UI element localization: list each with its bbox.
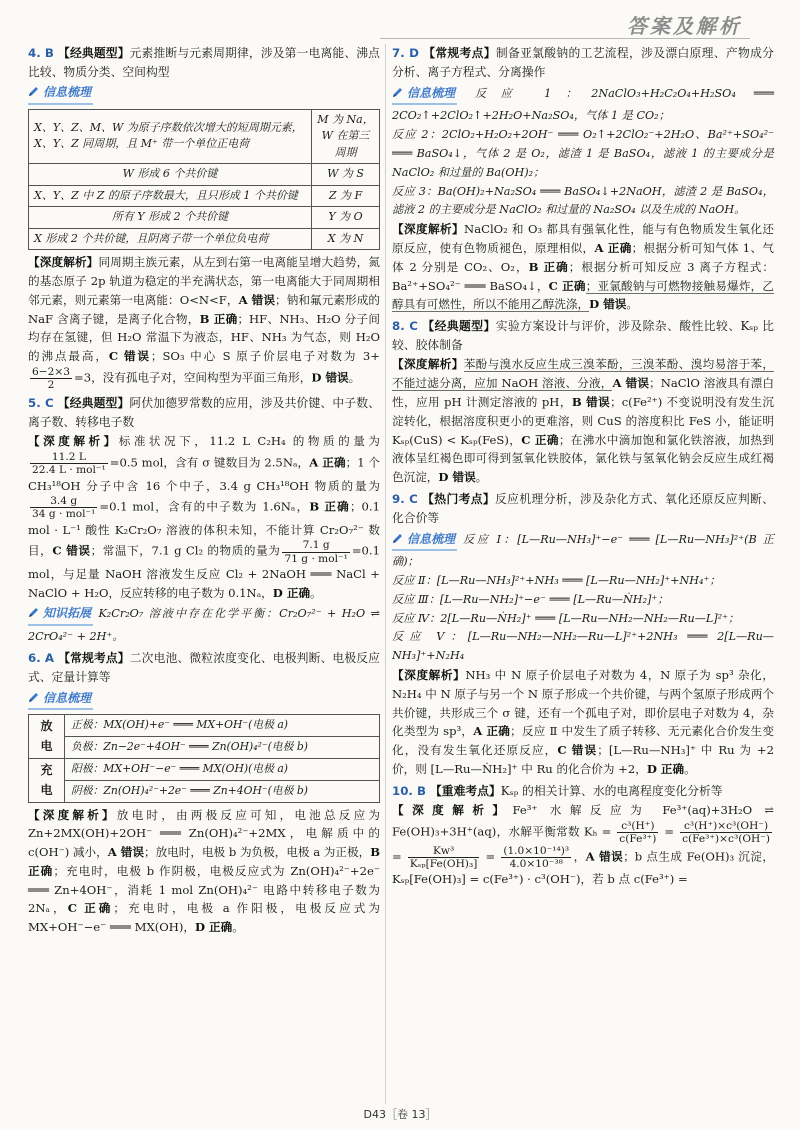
q6-tag: 【常规考点】 — [58, 651, 130, 666]
analysis-text: ；1 个 CH₃¹⁸OH 分子中含 16 个中子，3.4 g CH₃¹⁸OH 物质的量为 — [28, 455, 380, 493]
fraction — [408, 845, 479, 870]
answer-judgement: B 正确 — [309, 499, 350, 514]
q9-topic: 反应机理分析，涉及杂化方式、氧化还原反应判断、化合价等 — [392, 491, 774, 525]
q9-heading — [392, 490, 774, 528]
q7-analysis-label: 【深度解析】 — [392, 222, 465, 237]
analysis-text: ；0.1 mol · L⁻¹ 酸性 K₂Cr₂O₇ 溶液的体积未知，不能计算 Cr₂O₇²⁻ 数目， — [28, 499, 380, 559]
fraction — [30, 366, 72, 391]
answer-judgement: D 错误 — [438, 470, 476, 485]
table-cell: 正极：MX(OH)+e⁻ ═══ MX+OH⁻(电极 a) — [65, 714, 380, 736]
reaction-step: 反应 Ⅰ：[L—Ru—NH₃]⁺−e⁻ ═══ [L—Ru—NH₃]²⁺(B 正确)； — [392, 533, 774, 569]
q9-analysis — [392, 666, 774, 779]
answer-judgement: B 正确 — [199, 311, 238, 326]
analysis-text: =0.1 mol，与足量 NaOH 溶液发生反应 Cl₂ + 2NaOH ═══ NaCl + NaClO + H₂O，反应转移的电子数为 0.1Nₐ， — [28, 544, 380, 600]
question-9 — [392, 490, 774, 779]
q9-tag: 【热门考点】 — [421, 491, 496, 506]
analysis-text: ；c(Fe²⁺) 不变说明没有发生沉淀转化，根据溶度积更小的更难溶，则 CuS 的溶度积比 FeS 小，能证明 Kₛₚ(CuS) < Kₛₚ(FeS)， — [392, 394, 774, 447]
analysis-text: ；在沸水中滴加饱和氯化铁溶液，加热到液体呈红褐色即可得到氢氧化铁胶体，氯化铁与氢氧化钠会反应生成红褐色沉淀， — [392, 432, 774, 485]
analysis-text: NH₃ 中 N 原子价层电子对数为 4，N 原子为 sp³ 杂化，N₂H₄ 中 N 原子与另一个 N 原子形成一个共价键，与两个氢原子形成两个共价键，共形成三个 σ 键，还有一个孤电子对，即价层电子对数为 4，杂化类型为 sp³， — [392, 668, 774, 739]
q9-info-label: 信息梳理 — [407, 532, 456, 547]
answer-judgement: C 错误 — [557, 743, 598, 758]
fraction-numerator: 6−2×3 — [32, 365, 70, 378]
analysis-text: ；b 点生成 Fe(OH)₃ 沉淀，Kₛₚ[Fe(OH)₃] = c(Fe³⁺) · c³(OH⁻)，若 b 点 c(Fe³⁺) = — [392, 849, 774, 887]
answer-judgement: A 错误 — [585, 849, 624, 864]
analysis-text: NaClO₂ 和 O₃ 都具有强氧化性，能与有色物质发生氧化还原反应，使有色物质褪色，原理相似， — [392, 222, 774, 256]
question-8 — [392, 317, 774, 487]
question-10 — [392, 782, 774, 889]
table-row — [29, 164, 380, 186]
q10-analysis — [392, 801, 774, 889]
answer-judgement: A 正确 — [473, 724, 511, 739]
analysis-text: 。 — [232, 920, 244, 935]
table-cell: W 为 S — [312, 164, 380, 186]
q6-analysis-label: 【深度解析】 — [28, 807, 117, 822]
table-cell: 所有 Y 形成 2 个共价键 — [29, 207, 312, 229]
fraction-numerator: 7.1 g — [282, 539, 349, 552]
reaction-step: 反应 Ⅱ：[L—Ru—NH₃]²⁺+NH₃ ═══ [L—Ru—NH₂]⁺+NH₄⁺； — [392, 574, 721, 588]
analysis-text: =3，没有孤电子对，空间构型为平面三角形， — [73, 370, 312, 385]
table-row — [29, 714, 380, 736]
q8-tag: 【经典题型】 — [421, 319, 496, 334]
analysis-text: ；放电时，电极 b 为负极，电极 a 为正极， — [143, 845, 371, 860]
pencil-icon — [392, 532, 404, 544]
answer-judgement: A 错误 — [612, 376, 650, 391]
q5-tag: 【经典题型】 — [57, 396, 130, 411]
q6-info-badge — [28, 689, 93, 710]
fraction-numerator: Kw³ — [408, 845, 479, 858]
answer-judgement: C 正确 — [548, 278, 586, 293]
q9-info — [392, 528, 774, 666]
question-7 — [392, 44, 774, 314]
header-rule — [380, 38, 750, 39]
analysis-text: Fe³⁺ 水解反应为 Fe³⁺(aq)+3H₂O ⇌ Fe(OH)₃+3H⁺(aq)，水解平衡常数 Kₕ = — [392, 802, 774, 839]
table-cell: 负极：Zn−2e⁻+4OH⁻ ═══ Zn(OH)₄²⁻(电极 b) — [65, 736, 380, 758]
analysis-text: 。 — [475, 470, 488, 485]
q7-info — [392, 82, 774, 220]
q4-info-badge — [28, 83, 93, 104]
q4-info-table — [28, 109, 380, 251]
table-cell: X、Y、Z、M、W 为原子序数依次增大的短周期元素，X、Y、Z 同周期，且 M⁺ 带一个单位正电荷 — [29, 109, 312, 164]
fraction-denominator: c(Fe³⁺)×c³(OH⁻) — [682, 832, 770, 845]
q10-analysis-label: 【深度解析】 — [392, 802, 513, 817]
page-header — [0, 0, 772, 40]
charge-label: 充电 — [29, 758, 65, 802]
reaction-step: 反应 Ⅴ：[L—Ru—NH₂—NH₂—Ru—L]²⁺+2NH₃ ═══ 2[L—Ru—NH₃]⁺+N₂H₄ — [392, 630, 774, 663]
q5-topic: 阿伏加德罗常数的应用，涉及共价键、中子数、离子数、转移电子数 — [28, 396, 380, 430]
info-text: 反应 1：2NaClO₃+H₂C₂O₄+H₂SO₄ ═══ 2CO₂↑+2ClO₂↑+2H₂O+Na₂SO₄，气体 1 是 CO₂； — [392, 87, 775, 123]
q6-topic: 二次电池、微粒浓度变化、电极判断、电极反应式、定量计算等 — [28, 651, 380, 685]
fraction-denominator: 34 g · mol⁻¹ — [32, 508, 96, 521]
q4-analysis-label: 【深度解析】 — [28, 255, 99, 270]
q7-analysis — [392, 220, 774, 314]
q5-ext-text: K₂Cr₂O₇ 溶液中存在化学平衡：Cr₂O₇²⁻ + H₂O ⇌ 2CrO₄²⁻ + 2H⁺。 — [28, 607, 381, 643]
analysis-text: =0.1 mol，含有的中子数为 1.6Nₐ， — [99, 499, 310, 514]
fraction — [30, 495, 97, 520]
analysis-text: 标准状况下，11.2 L C₂H₄ 的物质的量为 — [118, 434, 380, 449]
analysis-text: ；常温下，7.1 g Cl₂ 的物质的量为 — [90, 544, 281, 559]
analysis-text: ；充电时，电极 b 作阴极，电极反应式为 Zn(OH)₄²⁻+2e⁻ ═══ Zn+4OH⁻，消耗 1 mol Zn(OH)₄²⁻ 电路中转移电子数为 2Nₐ， — [28, 863, 380, 916]
q7-number: 7. D — [392, 46, 419, 60]
answer-judgement: D 正确 — [646, 762, 685, 776]
fraction — [501, 845, 571, 870]
fraction-denominator: 2 — [47, 379, 55, 392]
q10-number: 10. B — [392, 783, 426, 798]
table-cell: X 形成 2 个共价键，且阴离子带一个单位负电荷 — [29, 228, 312, 250]
fraction-denominator: Kₛₚ[Fe(OH)₃] — [409, 858, 478, 871]
table-row — [29, 736, 380, 758]
answer-judgement: D 错误 — [311, 370, 349, 385]
q6-analysis — [28, 806, 380, 937]
q5-ext-label: 知识拓展 — [43, 606, 92, 621]
q4-topic: 元素推断与元素周期律，涉及第一电离能、沸点比较、物质分类、空间构型 — [28, 46, 380, 80]
q10-topic: Kₛₚ 的相关计算、水的电离程度变化分析等 — [500, 783, 723, 798]
answer-judgement: B 正确 — [28, 845, 380, 878]
q10-heading — [392, 782, 774, 801]
table-row — [29, 758, 380, 780]
q8-number: 8. C — [392, 319, 418, 334]
right-column — [392, 44, 774, 892]
table-cell: Z 为 F — [312, 185, 380, 207]
answer-judgement: A 错误 — [238, 292, 276, 307]
q5-number: 5. C — [28, 396, 54, 411]
question-4 — [28, 44, 380, 391]
table-cell: Y 为 O — [312, 207, 380, 229]
q6-electrode-table — [28, 714, 380, 803]
analysis-text: ；反应 Ⅱ 中发生了质子转移、无元素化合价发生变化，没有发生氧化还原反应， — [392, 724, 774, 758]
q5-analysis-label: 【深度解析】 — [28, 434, 119, 449]
info-text: 反应 3：Ba(OH)₂+Na₂SO₄ ═══ BaSO₄↓+2NaOH，滤渣 2 是 BaSO₄，滤液 2 的主要成分是 NaClO₂ 和过量的 Na₂SO₄ 以及生成的 NaOH。 — [392, 184, 774, 217]
answer-judgement: D 正确 — [194, 920, 233, 935]
fraction-denominator: 4.0×10⁻³⁸ — [509, 858, 563, 871]
info-text: 反应 2：2ClO₂+H₂O₂+2OH⁻ ═══ O₂↑+2ClO₂⁻+2H₂O、Ba²⁺+SO₄²⁻ ═══ BaSO₄↓，气体 2 是 O₂，滤渣 1 是 BaSO₄，滤液 1 的主要成分是 NaClO₂ 和过量的 Ba(OH)₂； — [392, 128, 774, 179]
q9-analysis-label: 【深度解析】 — [392, 668, 466, 683]
analysis-text: = — [392, 849, 406, 864]
analysis-text: ；亚氯酸钠与可燃物接触易爆炸，乙醇具有可燃性，所以不能用乙醇洗涤， — [392, 278, 774, 312]
analysis-text: 。 — [626, 297, 638, 312]
q6-info-label: 信息梳理 — [43, 690, 92, 705]
fraction-numerator: 11.2 L — [30, 451, 108, 464]
q5-analysis — [28, 432, 380, 602]
page-number: D43［卷 13］ — [363, 1108, 437, 1121]
analysis-text: 。 — [348, 370, 361, 385]
fraction-denominator: 22.4 L · mol⁻¹ — [32, 464, 106, 477]
table-cell: W 形成 6 个共价键 — [29, 164, 312, 186]
table-row — [29, 228, 380, 250]
pencil-icon — [28, 85, 40, 97]
analysis-text: 同周期主族元素，从左到右第一电离能呈增大趋势，氮的基态原子 2p 轨道为稳定的半充满状态，第一电离能大于同周期相邻元素，则元素第一电离能：O<N<F， — [28, 255, 380, 307]
q7-info-badge — [392, 83, 457, 105]
answer-judgement: C 错误 — [108, 349, 151, 364]
analysis-text: ；NaClO 溶液具有漂白性，应用 pH 计测定溶液的 pH， — [392, 376, 774, 409]
analysis-text: ；充电时，电极 a 作阳极，电极反应式为 MX+OH⁻−e⁻ ═══ MX(OH)， — [28, 901, 380, 935]
analysis-text: = — [660, 824, 679, 839]
discharge-label: 放电 — [29, 714, 65, 758]
answer-judgement: C 正确 — [521, 432, 559, 447]
question-6 — [28, 649, 380, 937]
answer-judgement: D 错误 — [589, 297, 627, 312]
table-cell: X、Y、Z 中 Z 的原子序数最大，且只形成 1 个共价键 — [29, 185, 312, 207]
pencil-icon — [392, 86, 404, 98]
fraction-numerator: 3.4 g — [30, 495, 97, 508]
table-cell: X 为 N — [312, 228, 380, 250]
question-5 — [28, 394, 380, 646]
answer-judgement: D 正确 — [272, 585, 311, 600]
table-cell: 阳极：MX+OH⁻−e⁻ ═══ MX(OH)(电极 a) — [65, 758, 380, 780]
analysis-text: ；[L—Ru—NH₃]⁺ 中 Ru 为 +2 价，则 [L—Ru—ṄH₂]⁺ 中 Ru 的化合价为 +2， — [392, 743, 774, 776]
q5-heading — [28, 394, 380, 432]
reaction-step: 反应 Ⅳ：2[L—Ru—ṄH₂]⁺ ═══ [L—Ru—NH₂—NH₂—Ru—L]²⁺； — [392, 611, 740, 625]
reaction-step: 反应 Ⅲ：[L—Ru—NH₂]⁺−e⁻ ═══ [L—Ru—ṄH₂]⁺； — [392, 592, 669, 606]
q7-info-label: 信息梳理 — [407, 86, 456, 101]
table-row — [29, 109, 380, 164]
fraction-denominator: c(Fe³⁺) — [619, 832, 657, 845]
analysis-text: ；HF、NH₃、H₂O 分子间均存在氢键，但 H₂O 常温下为液态，HF、NH₃ 为气态，则 H₂O 的沸点最高， — [28, 311, 380, 364]
fraction-numerator: (1.0×10⁻¹⁴)³ — [503, 845, 570, 858]
answer-judgement: C 错误 — [52, 544, 91, 559]
table-cell: M 为 Na，W 在第三周期 — [312, 109, 380, 164]
pencil-icon — [28, 691, 40, 703]
analysis-text: 苯酚与溴水反应生成三溴苯酚，三溴苯酚、溴均易溶于苯，不能过滤分离，应加 NaOH 溶液、分液， — [392, 357, 774, 391]
analysis-text: ， — [573, 849, 586, 864]
analysis-text: =0.5 mol，含有 σ 键数目为 2.5Nₐ， — [109, 455, 310, 470]
q10-tag: 【重难考点】 — [430, 783, 501, 798]
analysis-text: ；SO₃ 中心 S 原子价层电子对数为 3+ — [150, 349, 380, 364]
fraction-numerator: c³(H⁺) — [617, 820, 658, 833]
table-cell: 阴极：Zn(OH)₄²⁻+2e⁻ ═══ Zn+4OH⁻(电极 b) — [65, 780, 380, 802]
q5-extension — [28, 602, 380, 646]
q4-info-label: 信息梳理 — [43, 85, 92, 100]
analysis-text: = — [481, 849, 500, 864]
answer-judgement: A 正确 — [309, 455, 346, 470]
column-divider — [385, 44, 386, 1104]
answer-judgement: A 错误 — [107, 845, 144, 860]
answer-judgement: C 正确 — [67, 901, 114, 916]
analysis-text: 。 — [684, 762, 696, 776]
q8-heading — [392, 317, 774, 355]
answer-judgement: B 错误 — [571, 394, 611, 409]
analysis-text: ；钠和氟元素形成的 NaF 含离子键，是离子化合物， — [28, 292, 380, 326]
q7-topic: 制备亚氯酸钠的工艺流程，涉及漂白原理、产物成分分析、离子方程式、分离操作 — [392, 46, 774, 80]
q4-analysis — [28, 253, 380, 391]
q7-heading — [392, 44, 774, 82]
fraction — [30, 451, 108, 476]
fraction-denominator: 71 g · mol⁻¹ — [284, 552, 348, 565]
analysis-text: 。 — [310, 585, 322, 600]
q5-ext-badge — [28, 603, 93, 625]
analysis-text: 放电时，由两极反应可知，电池总反应为 Zn+2MX(OH)+2OH⁻ ═══ Zn(OH)₄²⁻+2MX，电解质中的 c(OH⁻) 减小， — [28, 807, 380, 860]
analysis-text: ；根据分析可知反应 3 离子方程式：Ba²⁺+SO₄²⁻ ═══ BaSO₄↓， — [392, 259, 774, 293]
table-row — [29, 207, 380, 229]
q4-number: 4. B — [28, 46, 54, 60]
q8-topic: 实验方案设计与评价，涉及除杂、酸性比较、Kₛₚ 比较、胶体制备 — [392, 319, 774, 353]
q9-info-badge — [392, 529, 457, 551]
q9-number: 9. C — [392, 491, 418, 506]
q4-heading — [28, 44, 380, 82]
pencil-icon — [28, 606, 40, 618]
q8-analysis-label: 【深度解析】 — [392, 357, 464, 372]
q6-number: 6. A — [28, 651, 55, 666]
q7-tag: 【常规考点】 — [422, 46, 496, 60]
header-title: 答案及解析 — [627, 14, 742, 38]
left-column — [28, 44, 380, 940]
fraction — [617, 820, 658, 845]
table-row — [29, 185, 380, 207]
analysis-text: ；根据分析可知气体 1、气体 2 分别是 CO₂、O₂， — [392, 241, 774, 274]
q8-analysis — [392, 355, 774, 486]
fraction-numerator: c³(H⁺)×c³(OH⁻) — [680, 820, 772, 833]
q4-tag: 【经典题型】 — [57, 46, 130, 60]
answer-judgement: A 正确 — [594, 241, 632, 256]
table-row — [29, 780, 380, 802]
answer-judgement: B 正确 — [528, 259, 569, 274]
fraction — [282, 539, 349, 564]
fraction — [680, 820, 772, 845]
q6-heading — [28, 649, 380, 687]
